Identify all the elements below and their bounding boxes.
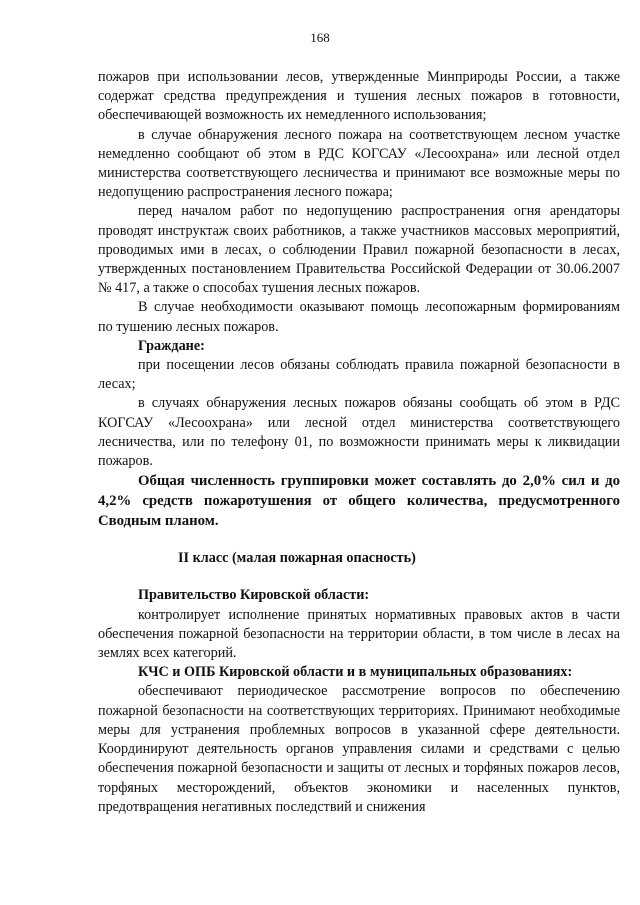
paragraph-briefing: перед началом работ по недопущению распространения огня арендаторы проводят инструктаж своих работников, а также участников массовых мероприятий, проводимых ими в лесах, о соблюдении Правил пожарной безопасности в лесах, утвержденных постановлением Правительства Российской Федерации от 30.06.2007 № 417, а также о способах тушения лесных пожаров. <box>98 203 620 297</box>
paragraph-group-strength: Общая численность группировки может составлять до 2,0% сил и до 4,2% средств пожаротушения от общего количества, предусмотренного Сводным планом. <box>98 473 620 530</box>
paragraph-assistance: В случае необходимости оказывают помощь лесопожарным формированиям по тушению лесных пожаров. <box>98 299 620 335</box>
document-body <box>98 68 620 817</box>
class-title: II класс (малая пожарная опасность) <box>178 550 416 567</box>
paragraph-government-control: контролирует исполнение принятых нормативных правовых актов в части обеспечения пожарной безопасности на территории области, в том числе в лесах на землях всех категорий. <box>98 606 620 662</box>
heading-citizens: Граждане: <box>138 337 205 354</box>
heading-government: Правительство Кировской области: <box>138 587 370 604</box>
page-number: 168 <box>310 30 330 45</box>
paragraph-kchs-duties: обеспечивают периодическое рассмотрение вопросов по обеспечению пожарной безопасности на соответствующих территориях. Принимают необходимые меры для устранения проблемных вопросов в указанной сфере деятельности. Координируют деятельность органов управления силами и средствами с целью обеспечения пожарной безопасности и защиты от лесных и торфяных пожаров лесов, торфяных месторождений, объектов экономики и населенных пунктов, предотвращения негативных последствий и снижения <box>98 683 620 815</box>
paragraph-continuation: пожаров при использовании лесов, утвержденные Минприроды России, а также содержат средства предупреждения и тушения лесных пожаров в готовности, обеспечивающей возможность их немедленного использования; <box>98 69 620 124</box>
paragraph-citizens-rules: при посещении лесов обязаны соблюдать правила пожарной безопасности в лесах; <box>98 357 620 393</box>
heading-kchs: КЧС и ОПБ Кировской области и в муниципальных образованиях: <box>138 664 573 681</box>
paragraph-citizens-report: в случаях обнаружения лесных пожаров обязаны сообщать об этом в РДС КОГСАУ «Лесоохрана» или лесной отдел министерства соответствующего лесничества, или по телефону 01, по возможности принимать меры к ликвидации пожаров. <box>98 395 620 470</box>
paragraph-fire-detection: в случае обнаружения лесного пожара на соответствующем лесном участке немедленно сообщают об этом в РДС КОГСАУ «Лесоохрана» или лесной отдел министерства соответствующего лесничества и принимают все возможные меры по недопущению распространения лесного пожара; <box>98 126 620 201</box>
